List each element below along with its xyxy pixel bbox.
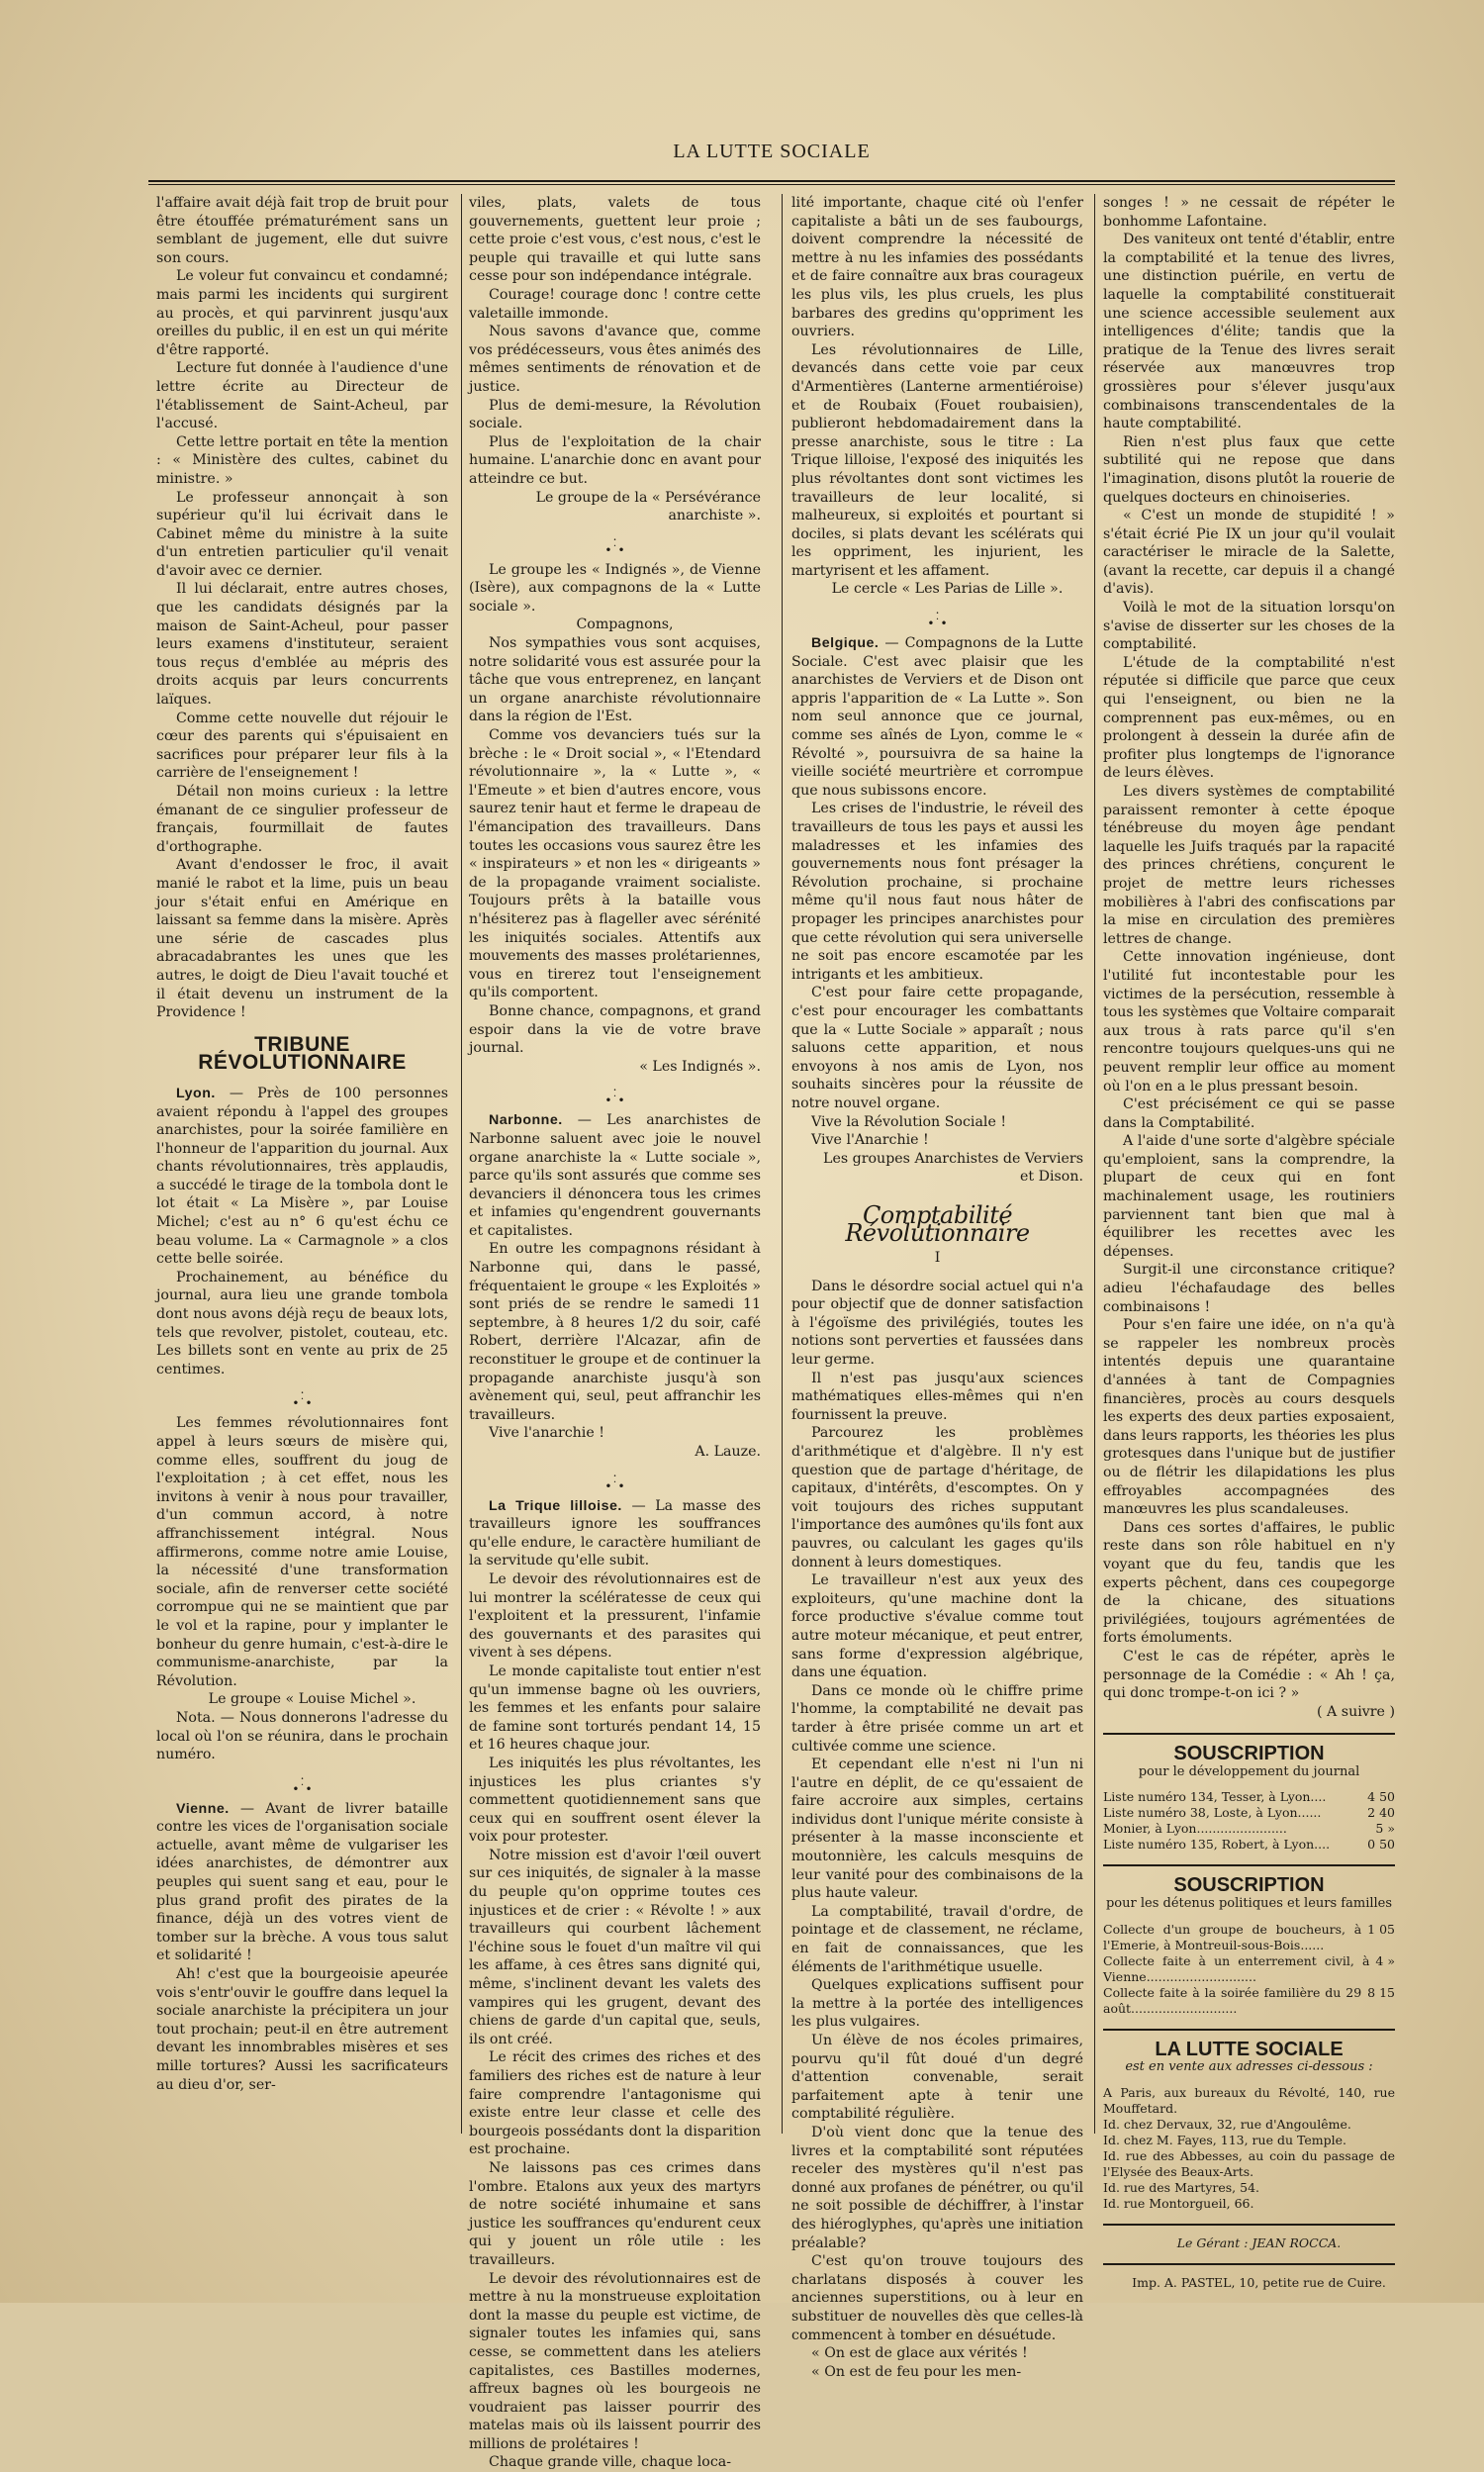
column-4 xyxy=(1103,194,1395,2290)
souscription-box-2 xyxy=(1103,1864,1395,2016)
article-paragraph: Cette lettre portait en tête la mention : « Ministère des cultes, cabinet du ministre. » xyxy=(156,433,448,487)
trique-paragraph: — La masse des travailleurs ignore les souffrances qu'elle endure, le caractère humiliant de la servitude qu'elle subit. xyxy=(469,1497,761,1569)
narbonne-paragraph: — Les anarchistes de Narbonne saluent avec joie le nouvel organe anarchiste la « Lutte sociale », parce qu'ils sont assurés que comme ses devanciers il dénoncera tous les crimes et infamies qu'engendrent gouvernants et capitalistes. xyxy=(469,1112,761,1239)
belgique-paragraph: Les crises de l'industrie, le réveil des travailleurs de tous les pays et aussi les maladresses et les infamies des gouvernements nous font présager la Révolution prochaine, si prochaine même qu'il nous faut nous hâter de propager les principes anarchistes pour que cette révolution qui sera universelle ne soit pas encore escamotée par les intrigants et les ambitieux. xyxy=(791,801,1083,983)
souscription-box-1 xyxy=(1103,1733,1395,1853)
belgique-paragraph: — Compagnons de la Lutte Sociale. C'est avec plaisir que les anarchistes de Verviers et de Dison ont appris l'apparition de « La Lutte ». Son nom seul annonce que ce journal, comme ses aînés de Lyon, comme le « Révolté », poursuivra de sa haine la vieille société meurtrière et corrompue que nous subissons encore. xyxy=(791,635,1083,799)
signature: « Les Indignés ». xyxy=(639,1058,761,1075)
article-paragraph: Surgit-il une circonstance critique? adieu l'échafaudage des belles combinaisons ! xyxy=(1103,1262,1395,1315)
article-paragraph: Détail non moins curieux : la lettre émanant de ce singulier professeur de français, fourmillait de fautes d'orthographe. xyxy=(156,784,448,855)
narbonne-paragraph: Vive l'anarchie ! xyxy=(489,1425,604,1442)
belgique-lead: Belgique. xyxy=(811,635,880,652)
lutte-sociale-title: LA LUTTE SOCIALE xyxy=(1155,2038,1344,2060)
souscription-title: SOUSCRIPTION xyxy=(1173,1874,1325,1897)
column-rule-1 xyxy=(461,194,462,2134)
comptabilite-paragraph: Dans le désordre social actuel qui n'a pour objectif que de donner satisfaction à l'égoïsme des privilégiés, toutes les notions sont perverties et faussées dans leur germe. xyxy=(791,1278,1083,1369)
trique-paragraph: Le récit des crimes des riches et des familiers des riches est de nature à leur faire comprendre l'antagonisme qui existe entre leur classe et celle des bourgeois possédants dont la disparition est prochaine. xyxy=(469,2049,761,2158)
lyon-paragraph: — Près de 100 personnes avaient répondu à l'appel des groupes anarchistes, pour la soirée familière en l'honneur de l'apparition du journal. Aux chants révolutionnaires, très applaudis, a succédé le tirage de la tombola dont le lot était « La Misère », par Louise Michel; c'est au n° 6 qu'est échu ce beau volume. La « Carmagnole » a clos cette belle soirée. xyxy=(156,1085,448,1268)
comptabilite-paragraph: « On est de glace aux vérités ! xyxy=(811,2345,1028,2362)
salutation: Compagnons, xyxy=(576,617,674,633)
souscription-row: Monier, à Lyon....................... 5 » xyxy=(1103,1821,1395,1837)
lutte-sociale-box xyxy=(1103,2029,1395,2212)
header-rule xyxy=(148,180,1395,185)
imprimeur-line: Imp. A. PASTEL, 10, petite rue de Cuire. xyxy=(1132,2274,1386,2290)
article-paragraph: « C'est un monde de stupidité ! » s'était écrié Pie IX un jour qu'il voulait caractériser le miracle de la Salette, (avant la recette, car depuis il a changé d'avis). xyxy=(1103,508,1395,598)
comptabilite-paragraph: C'est qu'on trouve toujours des charlatans disposés à couver les anciennes superstitions, ou à leur en substituer de nouvelles dès que celles-là commencent à tomber en désuétude. xyxy=(791,2253,1083,2343)
souscription-subtitle: pour le développement du journal xyxy=(1138,1763,1360,1779)
article-paragraph: A l'aide d'une sorte d'algèbre spéciale qu'emploient, sans la comprendre, la plupart de ceux qui en font machinalement usage, les routiniers parviennent tant bien que mal à équilibrer les recettes avec les dépenses. xyxy=(1103,1133,1395,1260)
signature: Le cercle « Les Parias de Lille ». xyxy=(831,581,1064,598)
gerant-line: Le Gérant : JEAN ROCCA. xyxy=(1176,2234,1342,2250)
article-paragraph: Nous savons d'avance que, comme vos prédécesseurs, vous êtes animés des mêmes sentiments de rénovation et de justice. xyxy=(469,324,761,395)
trique-paragraph: Chaque grande ville, chaque loca- xyxy=(489,2454,732,2471)
article-paragraph: C'est le cas de répéter, après le personnage de la Comédie : « Ah ! ça, qui donc trompe-t-on ici ? » xyxy=(1103,1648,1395,1702)
article-paragraph: Voilà le mot de la situation lorsqu'on s'avise de disserter sur les choses de la comptabilité. xyxy=(1103,600,1395,653)
trique-lead: La Trique lilloise. xyxy=(489,1497,622,1514)
section-separator: . •˙• xyxy=(604,528,625,557)
signature: Les groupes Anarchistes de Verviers et Dison. xyxy=(823,1150,1083,1186)
sale-address: A Paris, aux bureaux du Révolté, 140, rue Mouffetard. xyxy=(1103,2084,1395,2116)
sale-address: Id. chez M. Fayes, 113, rue du Temple. xyxy=(1103,2132,1346,2147)
article-paragraph: Lecture fut donnée à l'audience d'une lettre écrite au Directeur de l'établissement de Saint-Acheul, par l'accusé. xyxy=(156,360,448,432)
article-paragraph: Plus de l'exploitation de la chair humaine. L'anarchie donc en avant pour atteindre ce but. xyxy=(469,433,761,487)
souscription-subtitle: pour les détenus politiques et leurs familles xyxy=(1105,1896,1393,1912)
souscription-row: Collecte d'un groupe de boucheurs, à l'Emerie, à Montreuil-sous-Bois...... 1 05 xyxy=(1103,1921,1395,1952)
sale-address: Id. rue des Martyres, 54. xyxy=(1103,2179,1259,2195)
souscription-title: SOUSCRIPTION xyxy=(1173,1743,1325,1765)
article-paragraph: C'est précisément ce qui se passe dans la Comptabilité. xyxy=(1103,1096,1395,1131)
narbonne-paragraph: En outre les compagnons résidant à Narbonne qui, dans le passé, fréquentaient le groupe « les Exploités » sont priés de se rendre le samedi 11 septembre, à 8 heures 1/2 du soir, café Robert, derrière l'Alcazar, afin de reconstituer le groupe et de continuer la propagande anarchiste jusqu'à son avènement qui, seul, peut affranchir les travailleurs. xyxy=(469,1241,761,1423)
vienne-paragraph: Ah! c'est que la bourgeoisie apeurée vois s'entr'ouvir le gouffre dans lequel la sociale anarchiste la précipitera un jour tout prochain; peut-il en être autrement devant les innombrables misères et ses mille tortures? Aussi les sacrificateurs au dieu d'or, ser- xyxy=(156,1966,448,2093)
article-paragraph: Nos sympathies vous sont acquises, notre solidarité vous est assurée pour la tâche que vous entreprenez, en lançant un organe anarchiste révolutionnaire dans la région de l'Est. xyxy=(469,635,761,725)
souscription-row: Liste numéro 135, Robert, à Lyon.... 0 50 xyxy=(1103,1837,1395,1853)
column-1 xyxy=(156,194,448,2173)
narbonne-lead: Narbonne. xyxy=(489,1112,563,1129)
article-paragraph: Il lui déclarait, entre autres choses, que les candidats désignés par la maison de Saint-Acheul, pour passer leurs examens d'instituteur, seraient tous reçus d'emblée au mépris des droits acquis par leurs concurrents laïques. xyxy=(156,581,448,709)
article-paragraph: Le groupe les « Indignés », de Vienne (Isère), aux compagnons de la « Lutte sociale ». xyxy=(469,561,761,615)
section-separator: . •˙• xyxy=(292,1382,313,1411)
article-paragraph: Plus de demi-mesure, la Révolution sociale. xyxy=(469,397,761,432)
section-separator: . •˙• xyxy=(292,1767,313,1796)
comptabilite-paragraph: Quelques explications suffisent pour la mettre à la portée des intelligences les plus vulgaires. xyxy=(791,1977,1083,2031)
comptabilite-paragraph: Parcourez les problèmes d'arithmétique et d'algèbre. Il n'y est question que de partage d'héritage, de capitaux, d'intérêts, d'escomptes. On y voit toujours des riches supputant l'importance des aumônes qu'ils font aux pauvres, ou calculant les gages qu'ils donnent à leurs domestiques. xyxy=(791,1425,1083,1570)
signature: Le groupe de la « Persévérance anarchiste ». xyxy=(535,489,761,524)
article-paragraph: Cette innovation ingénieuse, dont l'utilité fut incontestable pour les victimes de la persécution, ressemble à tous les systèmes que Voltaire comparait aux trous à rats parce qu'il s'en rencontre toujours quelques-uns qui ne peuvent remplir leur office au moment où l'on en a le plus pressant besoin. xyxy=(1103,949,1395,1094)
trique-paragraph: Le monde capitaliste tout entier n'est qu'un immense bagne où les ouvriers, les femmes et les enfants pour salaire de famine sont torturés pendant 14, 15 et 16 heures chaque jour. xyxy=(469,1663,761,1754)
article-paragraph: Le professeur annonçait à son supérieur qu'il lui écrivait dans le Cabinet même du ministre à la suite d'un entretien particulier qu'il venait d'avoir avec ce dernier. xyxy=(156,489,448,579)
article-paragraph: Comme vos devanciers tués sur la brèche : le « Droit social », « l'Etendard révolutionnaire », la « Lutte », « l'Emeute » et bien d'autres encore, vous saurez tenir haut et ferme le drapeau de l'émancipation des travailleurs. Dans toutes les occasions vous saurez être les « inspirateurs » et non les « dirigeants » de la propagande vraiment socialiste. Toujours prêts à la bataille vous n'hésiterez pas à flageller avec sérénité les iniquités sociales. Attentifs aux mouvements des masses prolétariennes, vous en tirerez tout l'enseignement qu'ils comportent. xyxy=(469,727,761,1001)
lyon-paragraph: Prochainement, au bénéfice du journal, aura lieu une grande tombola dont nous avons déjà reçu de beaux lots, tels que revolver, pistolet, couteau, etc. Les billets sont en vente au prix de 25 centimes. xyxy=(156,1269,448,1378)
belgique-paragraph: C'est pour faire cette propagande, c'est pour encourager les combattants que la « Lutte Sociale » apparaît ; nous saluons cette apparition, et nous envoyons à nos amis de Lyon, nos souhaits sincères pour la réussite de notre nouvel organe. xyxy=(791,985,1083,1111)
comptabilite-heading: Comptabilité Révolutionnaire xyxy=(845,1200,1030,1248)
souscription-row: Liste numéro 134, Tesser, à Lyon.... 4 50 xyxy=(1103,1789,1395,1805)
section-separator: . •˙• xyxy=(927,603,948,631)
article-paragraph: L'étude de la comptabilité n'est réputée si difficile que parce que ceux qui l'enseignent, ou bien ne la comprennent pas eux-mêmes, ou en prolongent à dessein la durée afin de profiter plus longtemps de l'ignorance de leurs élèves. xyxy=(1103,654,1395,782)
article-paragraph: Les divers systèmes de comptabilité paraissent remonter à cette époque ténébreuse du moyen âge pendant laquelle les Juifs traqués par la rapacité des princes chrétiens, conçurent le projet de mettre leurs richesses mobilières à l'abri des confiscations par la mise en circulation des premières lettres de change. xyxy=(1103,784,1395,947)
nota-paragraph: Nota. — Nous donnerons l'adresse du local où l'on se réunira, dans le prochain numéro. xyxy=(156,1709,448,1763)
column-2 xyxy=(469,194,761,2471)
trique-paragraph: Le devoir des révolutionnaires est de mettre à nu la monstrueuse exploitation dont la masse du peuple est victime, de signaler toutes les infamies qui, sans cesse, se commettent dans les ateliers capitalistes, ces Bastilles modernes, affreux bagnes où les bourgeois ne voudraient pas laisser pourrir des matelas mais où ils laissent pourrir des millions de prolétaires ! xyxy=(469,2270,761,2452)
trique-paragraph: Le devoir des révolutionnaires est de lui montrer la scélératesse de ceux qui l'exploitent et la pressurent, l'infamie des gouvernants et des parasites qui vivent à ses dépens. xyxy=(469,1570,761,1662)
comptabilite-paragraph: D'où vient donc que la tenue des livres et la comptabilité sont réputées receler des mystères qu'il n'est pas donné aux profanes de pénétrer, ou qu'il ne soit possible de déchiffrer, à l'instar des hiéroglyphes, qu'après une initiation préalable? xyxy=(791,2124,1083,2251)
signature: A. Lauze. xyxy=(695,1444,761,1460)
section-number: I xyxy=(934,1250,941,1267)
belgique-paragraph: Vive l'Anarchie ! xyxy=(811,1132,929,1149)
comptabilite-paragraph: Un élève de nos écoles primaires, pourvu qu'il fût doué d'un degré d'attention convenable, serait parfaitement apte à tenir une comptabilité régulière. xyxy=(791,2033,1083,2123)
a-suivre-note: ( A suivre ) xyxy=(1317,1703,1395,1720)
vienne-paragraph: — Avant de livrer bataille contre les vices de l'organisation sociale actuelle, avant même de vulgariser les idées anarchistes, de démontrer aux peuples qui suent sang et eau, pour le plus grand profit des pirates de la finance, déjà un des votres vient de tomber sur la brèche. A vous tous salut et solidarité ! xyxy=(156,1800,448,1964)
article-paragraph: l'affaire avait déjà fait trop de bruit pour être étouffée prématurément sans un semblant de jugement, elle dut suivre son cours. xyxy=(156,195,448,266)
article-paragraph: Les révolutionnaires de Lille, devancés dans cette voie par ceux d'Armentières (Lanterne armentiéroise) et de Roubaix (Fouet roubaisien), publieront hebdomadairement dans la presse anarchiste, sous le titre : La Trique lilloise, l'exposé des iniquités les plus révoltantes dont sont victimes les travailleurs de leur localité, si malheureux, si exploités et pourtant si dociles, si plats devant les scélérats qui les oppriment, les injurient, les martyrisent et les affament. xyxy=(791,341,1083,579)
sale-address: Id. rue Montorgueil, 66. xyxy=(1103,2195,1254,2211)
souscription-row: Collecte faite à un enterrement civil, à Vienne............................ 4 » xyxy=(1103,1952,1395,1984)
article-paragraph: Courage! courage donc ! contre cette valetaille immonde. xyxy=(469,286,761,322)
article-paragraph: lité importante, chaque cité où l'enfer capitaliste a bâti un de ses faubourgs, doivent comprendre la nécessité de mettre à nu les infamies des possédants et de faire connaître aux bras courageux les plus vils, les plus cruels, les plus barbares des gredins qu'oppriment les ouvriers. xyxy=(791,195,1083,340)
imprimeur-box xyxy=(1103,2263,1395,2291)
lutte-sociale-subtitle: est en vente aux adresses ci-dessous : xyxy=(1125,2059,1373,2075)
article-paragraph: Rien n'est plus faux que cette subtilité qui ne repose que dans l'imagination, disons plutôt la rouerie de quelques docteurs en chinoiseries. xyxy=(1103,433,1395,506)
gerant-box xyxy=(1103,2224,1395,2251)
section-separator: . •˙• xyxy=(604,1080,625,1108)
article-paragraph: songes ! » ne cessait de répéter le bonhomme Lafontaine. xyxy=(1103,195,1395,230)
souscription-row: Liste numéro 38, Loste, à Lyon...... 2 40 xyxy=(1103,1805,1395,1821)
column-3 xyxy=(791,194,1083,2380)
comptabilite-paragraph: Il n'est pas jusqu'aux sciences mathématiques elles-mêmes qui n'en fournissent la preuve. xyxy=(791,1370,1083,1423)
comptabilite-paragraph: Le travailleur n'est aux yeux des exploiteurs, qu'une machine dont la force productive s'évalue comme tout autre moteur mécanique, et peut entrer, sans forme d'expression algébrique, dans une équation. xyxy=(791,1572,1083,1681)
comptabilite-paragraph: La comptabilité, travail d'ordre, de pointage et de classement, ne réclame, en fait de connaissances, que les éléments de l'arithmétique usuelle. xyxy=(791,1903,1083,1975)
column-rule-2 xyxy=(782,194,783,2134)
femmes-paragraph: Les femmes révolutionnaires font appel à leurs sœurs de misère qui, comme elles, souffrent du joug de l'exploitation ; à cet effet, nous les invitons à venir à nous pour travailler, d'un commun accord, à notre affranchissement intégral. Nous affirmerons, comme notre amie Louise, la nécessité d'une transformation sociale, afin de renverser cette société corrompue qui ne se maintient que par le vol et la rapine, pour y implanter le bonheur du genre humain, c'est-à-dire le communisme-anarchiste, par la Révolution. xyxy=(156,1415,448,1689)
article-paragraph: Des vaniteux ont tenté d'établir, entre la comptabilité et la tenue des livres, une distinction puérile, en vertu de laquelle la comptabilité constituerait une science accessible seulement aux intelligences d'élite; tandis que la pratique de la Tenue des livres serait réservée aux manœuvres trop grossières pour s'élever jusqu'aux combinaisons transcendentales de la haute comptabilité. xyxy=(1103,232,1395,432)
article-paragraph: viles, plats, valets de tous gouvernements, guettent leur proie ; cette proie c'est vous, c'est nous, c'est le peuple qui travaille et qui lutte sans cesse pour son indépendance intégrale. xyxy=(469,195,761,285)
trique-paragraph: Ne laissons pas ces crimes dans l'ombre. Etalons aux yeux des martyrs de notre société inhumaine et sans justice les souffrances qu'endurent ceux qui y jouent un rôle utile : les travailleurs. xyxy=(469,2159,761,2268)
article-paragraph: Pour s'en faire une idée, on n'a qu'à se rappeler les nombreux procès intentés depuis une quarantaine d'années à tant de Compagnies financières, procès au cours desquels les experts des deux parties exposaient, dans leurs rapports, les théories les plus grotesques dans l'unique but de justifier ou de flétrir les dilapidations les plus effroyables accompagnées des manœuvres les plus scandaleuses. xyxy=(1103,1317,1395,1518)
page-header-title: LA LUTTE SOCIALE xyxy=(673,141,871,162)
comptabilite-paragraph: Et cependant elle n'est ni l'un ni l'autre en déplit, de ce qu'essaient de faire accroire aux simples, certains individus dont l'unique mérite consiste à présenter à la masse inconsciente et moutonnière, les calculs mesquins de leur vanité pour des combinaisons de la plus haute valeur. xyxy=(791,1757,1083,1902)
trique-paragraph: Notre mission est d'avoir l'œil ouvert sur ces iniquités, de signaler à la masse du peuple qu'on opprime toutes ces injustices et de crier : « Révolte ! » aux travailleurs qui courbent lâchement l'échine sous le fouet d'un maître vil qui les affame, à ces êtres sans dignité qui, même, s'inclinent devant les valets des vampires qui les grugent, devant des chiens de garde d'un capital que, seuls, ils ont créé. xyxy=(469,1847,761,2047)
lyon-lead: Lyon. xyxy=(176,1085,216,1101)
trique-paragraph: Les iniquités les plus révoltantes, les injustices les plus criantes s'y commettent quotidiennement sans que ceux qui en souffrent osent élever la voix pour protester. xyxy=(469,1755,761,1846)
tribune-heading: TRIBUNE RÉVOLUTIONNAIRE xyxy=(198,1032,407,1075)
belgique-paragraph: Vive la Révolution Sociale ! xyxy=(811,1113,1007,1130)
souscription-row: Collecte faite à la soirée familière du 29 août........................... 8 15 xyxy=(1103,1984,1395,2016)
article-paragraph: Comme cette nouvelle dut réjouir le cœur des parents qui s'épuisaient en sacrifices pour préparer leur fils à la carrière de l'enseignement ! xyxy=(156,710,448,782)
sale-address: Id. chez Dervaux, 32, rue d'Angoulême. xyxy=(1103,2116,1351,2132)
comptabilite-paragraph: Dans ce monde où le chiffre prime l'homme, la comptabilité ne devait pas tarder à être prisée comme un art et cultivée comme une science. xyxy=(791,1682,1083,1755)
sale-address: Id. rue des Abbesses, au coin du passage de l'Elysée des Beaux-Arts. xyxy=(1103,2147,1395,2179)
article-paragraph: Dans ces sortes d'affaires, le public reste dans son rôle habituel en n'y voyant que du feu, tandis que les experts pêchent, dans ces coupegorge de la chicane, des situations privilégiées, toujours agrémentées de forts émoluments. xyxy=(1103,1519,1395,1647)
article-paragraph: Avant d'endosser le froc, il avait manié le rabot et la lime, puis un beau jour s'était enfui en Amérique en laissant sa femme dans la misère. Après une série de cascades plus abracadabrantes les unes que les autres, le doigt de Dieu l'avait touché et il était devenu un instrument de la Providence ! xyxy=(156,857,448,1021)
article-paragraph: Bonne chance, compagnons, et grand espoir dans la vie de votre brave journal. xyxy=(469,1002,761,1057)
column-rule-3 xyxy=(1094,194,1095,2134)
article-paragraph: Le voleur fut convaincu et condamné; mais parmi les incidents qui surgirent au procès, et qui parvinrent jusqu'aux oreilles du public, il en est un qui mérite d'être rapporté. xyxy=(156,268,448,358)
section-separator: . •˙• xyxy=(604,1465,625,1493)
comptabilite-paragraph: « On est de feu pour les men- xyxy=(811,2363,1022,2380)
signature: Le groupe « Louise Michel ». xyxy=(208,1691,417,1708)
vienne-lead: Vienne. xyxy=(176,1800,230,1817)
